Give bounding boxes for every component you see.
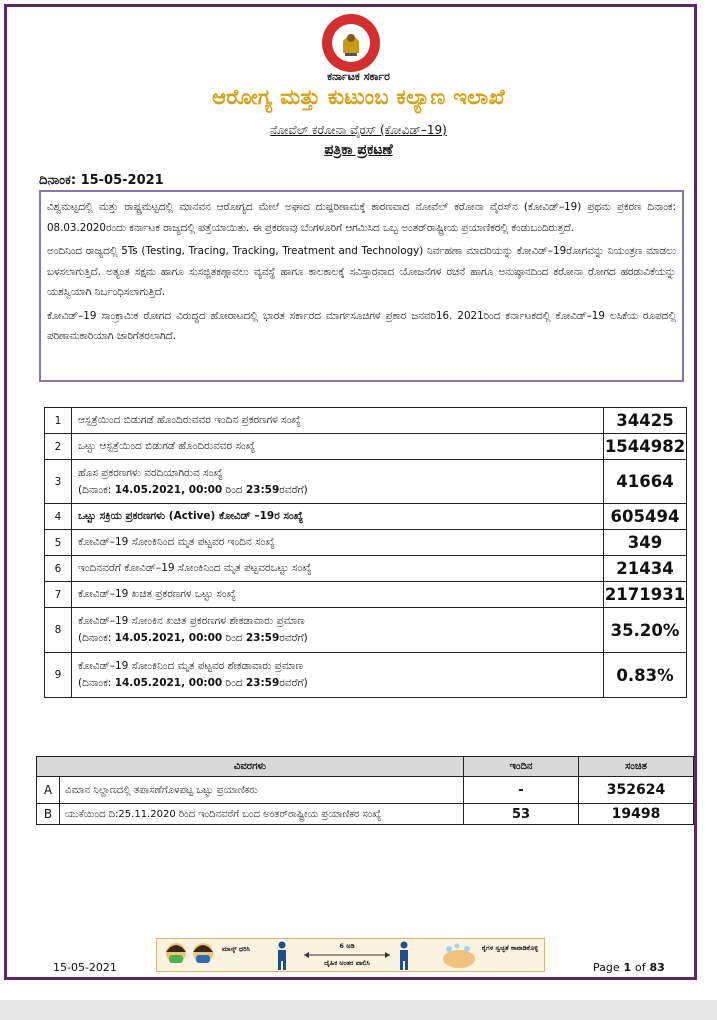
row-value: 1544982 xyxy=(604,434,687,460)
row-number: 6 xyxy=(45,556,72,582)
stats-row xyxy=(45,608,687,653)
intro-paragraph-3: ಕೋವಿಡ್–19 ಸಾಂಕ್ರಾಮಿಕ ರೋಗದ ವಿರುದ್ಧದ ಹೋರಾಟದಲ್ಲಿ ಭಾರತ ಸರ್ಕಾರದ ಮಾರ್ಗಸೂಚಿಗಳ ಪ್ರಕಾರ ಜನವರಿ16. 2021ರಿಂದ ಕರ್ನಾಟಕದಲ್ಲಿ ಕೋವಿಡ್–19 ಲಸಿಕೆಯ ರೂಪದಲ್ಲಿ ಪರಿಣಾಮಕಾರಿಯಾಗಿ ಜಾರಿಗೆತರಲಾಗಿದೆ. xyxy=(47,309,676,342)
header-cumulative: ಸಂಚಿತ xyxy=(579,757,694,777)
row-value: 2171931 xyxy=(604,582,687,608)
row-number: 5 xyxy=(45,530,72,556)
period-prefix: (ದಿನಾಂಕ: xyxy=(78,677,115,689)
stats-row xyxy=(45,653,687,698)
period-prefix: (ದಿನಾಂಕ: xyxy=(78,632,115,644)
stats-row xyxy=(45,504,687,530)
page-counter xyxy=(593,961,665,974)
period-start: 14.05.2021, 00:00 xyxy=(114,677,223,689)
row-value: 35.20% xyxy=(604,608,687,653)
row-label: ಒಟ್ಟು ಆಸ್ಪತ್ರೆಯಿಂದ ಬಿಡುಗಡೆ ಹೊಂದಿರುವವರ ಸಂಖ್ಯೆ xyxy=(72,434,604,460)
row-number: 2 xyxy=(45,434,72,460)
row-label-cell xyxy=(72,608,604,653)
travel-row xyxy=(37,777,694,804)
row-number: 8 xyxy=(45,608,72,653)
row-number: 3 xyxy=(45,460,72,504)
period-end: 23:59 xyxy=(245,483,280,496)
period-end: 23:59 xyxy=(245,632,280,644)
row-label: ಇಂದಿನವರೆಗೆ ಕೋವಿಡ್–19 ಸೋಂಕಿನಿಂದ ಮೃತ ಪಟ್ಟವರಒಟ್ಟು ಸಂಖ್ಯೆ xyxy=(72,556,604,582)
period-suffix: ರವರೆಗೆ) xyxy=(279,483,308,496)
stats-row xyxy=(45,408,687,434)
row-cumulative: 352624 xyxy=(579,777,694,804)
karnataka-emblem-icon xyxy=(316,13,386,75)
mask-text: ಮಾಸ್ಕ್ ಧರಿಸಿ xyxy=(222,945,250,953)
government-label: ಕರ್ನಾಟಕ ಸರ್ಕಾರ xyxy=(327,70,390,83)
row-number: 9 xyxy=(45,653,72,698)
handwash-icon xyxy=(437,941,481,971)
handwash-text: ಕೈಗಳ ಸ್ವಚ್ಛತೆ ಕಾಪಾಡಿಕೊಳ್ಳಿ xyxy=(481,944,539,952)
press-release-title: ಪತ್ರಿಕಾ ಪ್ರಕಟಣೆ xyxy=(324,142,393,158)
row-value: 605494 xyxy=(604,504,687,530)
distance-arrow-icon xyxy=(302,952,392,958)
row-value: 34425 xyxy=(604,408,687,434)
row-label: ಒಟ್ಟು ಸಕ್ರಿಯ ಪ್ರಕರಣಗಳು (Active) ಕೋವಿಡ್ –19ರ ಸಂಖ್ಯೆ xyxy=(72,504,604,530)
row-number: 7 xyxy=(45,582,72,608)
stats-row xyxy=(45,434,687,460)
row-period xyxy=(78,677,597,690)
person-left-icon xyxy=(275,941,289,971)
travel-row xyxy=(37,804,694,825)
row-cumulative: 19498 xyxy=(579,804,694,825)
bottom-band xyxy=(0,1000,717,1020)
row-number: 1 xyxy=(45,408,72,434)
period-mid: ರಿಂದ xyxy=(222,677,246,689)
stats-row xyxy=(45,556,687,582)
row-value: 21434 xyxy=(604,556,687,582)
row-number: 4 xyxy=(45,504,72,530)
travel-table xyxy=(36,756,694,825)
stats-row xyxy=(45,582,687,608)
row-label: ಕೋವಿಡ್–19 ಸೋಂಕಿನ ಖಚಿತ ಪ್ರಕರಣಗಳ ಶೇಕಡಾವಾರು ಪ್ರಮಾಣ xyxy=(78,615,305,627)
stats-row xyxy=(45,530,687,556)
period-end: 23:59 xyxy=(245,677,280,689)
intro-paragraph-1: ವಿಶ್ವಮಟ್ಟದಲ್ಲಿ ಮತ್ತು ರಾಷ್ಟ್ರಮಟ್ಟದಲ್ಲಿ ಮಾನವನ ಆರೋಗ್ಯದ ಮೇಲೆ ಅಘಾದ ದುಷ್ಪರಿಣಾಮಕ್ಕೆ ಕಾರಣವಾದ ನೋವೆಲ್ ಕರೋನಾ ವೈರಸ್‌ನ (ಕೋವಿಡ್–19) ಪ್ರಥಮ ಪ್ರಕರಣ ದಿನಾಂಕ: 08.03.2020ರಂದು ಕರ್ನಾಟಕ ರಾಜ್ಯದಲ್ಲಿ ಪತ್ತೆಯಾಯಿತು. ಈ ಪ್ರಕರಣವು ಬೆಂಗಳೂರಿಗೆ ಆಗಮಿಸಿದ ಒಬ್ಬ ಅಂತರ್‌ರಾಷ್ಟ್ರೀಯ ಪ್ರಯಾಣಿಕರಲ್ಲಿ ಕಂಡುಬಂದಿರುತ್ತದೆ. xyxy=(47,201,676,234)
period-suffix: ರವರೆಗೆ) xyxy=(279,632,308,644)
department-title: ಆರೋಗ್ಯ ಮತ್ತು ಕುಟುಂಬ ಕಲ್ಯಾಣ ಇಲಾಖೆ xyxy=(212,85,505,109)
safety-banner xyxy=(156,938,545,972)
row-label: ಕೋವಿಡ್–19 ಸೋಂಕಿನಿಂದ ಮೃತ ಪಟ್ಟವರ ಶೇಕಡಾವಾರು ಪ್ರಮಾಣ xyxy=(78,660,303,672)
row-label: ಯುಕೆಯಿಂದ ದಿ:25.11.2020 ರಿಂದ ಇಂದಿನವರೆಗೆ ಬಂದ ಅಂತರ್‌ರಾಷ್ಟ್ರೀಯ ಪ್ರಯಾಣಿಕರ ಸಂಖ್ಯೆ xyxy=(60,804,464,825)
row-label: ಹೊಸ ಪ್ರಕರಣಗಳು ವರದಿಯಾಗಿರುವ ಸಂಖ್ಯೆ xyxy=(78,466,223,479)
row-period xyxy=(78,484,597,497)
period-mid: ರಿಂದ xyxy=(222,483,246,496)
period-start: 14.05.2021, 00:00 xyxy=(114,483,223,496)
row-label-cell xyxy=(72,653,604,698)
person-right-icon xyxy=(397,941,411,971)
stats-row xyxy=(45,460,687,504)
distance-text: ದೈಹಿಕ ಅಂತರ ಪಾಲಿಸಿ xyxy=(324,959,370,967)
masked-faces-icon xyxy=(161,940,219,972)
travel-header-row xyxy=(37,757,694,777)
page-total: 83 xyxy=(649,961,665,974)
date-label: ದಿನಾಂಕ: xyxy=(39,173,77,188)
footer-date: 15-05-2021 xyxy=(53,961,117,974)
distance-feet-text: 6 ಅಡಿ xyxy=(339,942,355,950)
row-id: A xyxy=(37,777,60,804)
row-period xyxy=(78,632,597,645)
period-suffix: ರವರೆಗೆ) xyxy=(279,677,308,689)
row-label-cell xyxy=(72,460,604,504)
period-mid: ರಿಂದ xyxy=(222,632,246,644)
row-id: B xyxy=(37,804,60,825)
intro-paragraph-2: ಅಂದಿನಿಂದ ರಾಜ್ಯದಲ್ಲಿ 5Ts (Testing, Tracing, Tracking, Treatment and Technology) ನಿರ್ವಹಣಾ ಮಾದರಿಯನ್ನು ಕೋವಿಡ್–19ರೋಗವನ್ನು ನಿಯಂತ್ರಣ ಮಾಡಲು ಬಳಸಲಾಗುತ್ತಿದೆ. ಅತ್ಯಂತ ಸಕ್ಷಮ ಹಾಗೂ ಸುಸಜ್ಜಿತಕಣ್ಗಾವಲು ವ್ಯವಸ್ಥೆ ಹಾಗೂ ಕಾಲಕಾಲಕ್ಕೆ ಸವಿಸ್ತಾರವಾದ ಯೋಜನೆಗಳ ರಚನೆ ಹಾಗೂ ಅನುಷ್ಠಾನದಿಂದ ಕರೋನಾ ರೋಗದ ಹರಡುವಿಕೆಯನ್ನು ಯಶಸ್ವಿಯಾಗಿ ನಿರ್ಬಂಧಿಸಲಾಗುತ್ತಿದೆ. xyxy=(47,245,676,298)
row-value: 41664 xyxy=(604,460,687,504)
row-today: - xyxy=(464,777,579,804)
header-today: ಇಂದಿನ xyxy=(464,757,579,777)
row-label: ಕೋವಿಡ್–19 ಸೋಂಕಿನಿಂದ ಮೃತ ಪಟ್ಟವರ ಇಂದಿನ ಸಂಖ್ಯೆ xyxy=(72,530,604,556)
header-details: ವಿವರಗಳು xyxy=(37,757,464,777)
release-date xyxy=(39,173,164,188)
page-of-label: of xyxy=(634,961,646,974)
row-today: 53 xyxy=(464,804,579,825)
row-label: ಆಸ್ಪತ್ರೆಯಿಂದ ಬಿಡುಗಡೆ ಹೊಂದಿರುವವರ ಇಂದಿನ ಪ್ರಕರಣಗಳ ಸಂಖ್ಯೆ xyxy=(72,408,604,434)
period-prefix: (ದಿನಾಂಕ: xyxy=(78,483,115,496)
subject-line: ನೋವೆಲ್ ಕರೋನಾ ವೈರಸ್ (ಕೋವಿಡ್–19) xyxy=(270,123,447,137)
intro-box xyxy=(39,190,684,382)
row-label: ಕೋವಿಡ್–19 ಖಚಿತ ಪ್ರಕರಣಗಳ ಒಟ್ಟು ಸಂಖ್ಯೆ xyxy=(72,582,604,608)
row-value: 0.83% xyxy=(604,653,687,698)
page-number: 1 xyxy=(623,961,632,974)
row-value: 349 xyxy=(604,530,687,556)
row-label: ವಿಮಾನ ನಿಲ್ದಾಣದಲ್ಲಿ ತಪಾಸಣೆಗೊಳಪಟ್ಟ ಒಟ್ಟು ಪ್ರಯಾಣಿಕರು xyxy=(60,777,464,804)
stats-table xyxy=(44,407,687,698)
page-label: Page xyxy=(593,961,620,974)
date-value: 15-05-2021 xyxy=(80,173,164,188)
period-start: 14.05.2021, 00:00 xyxy=(114,632,223,644)
